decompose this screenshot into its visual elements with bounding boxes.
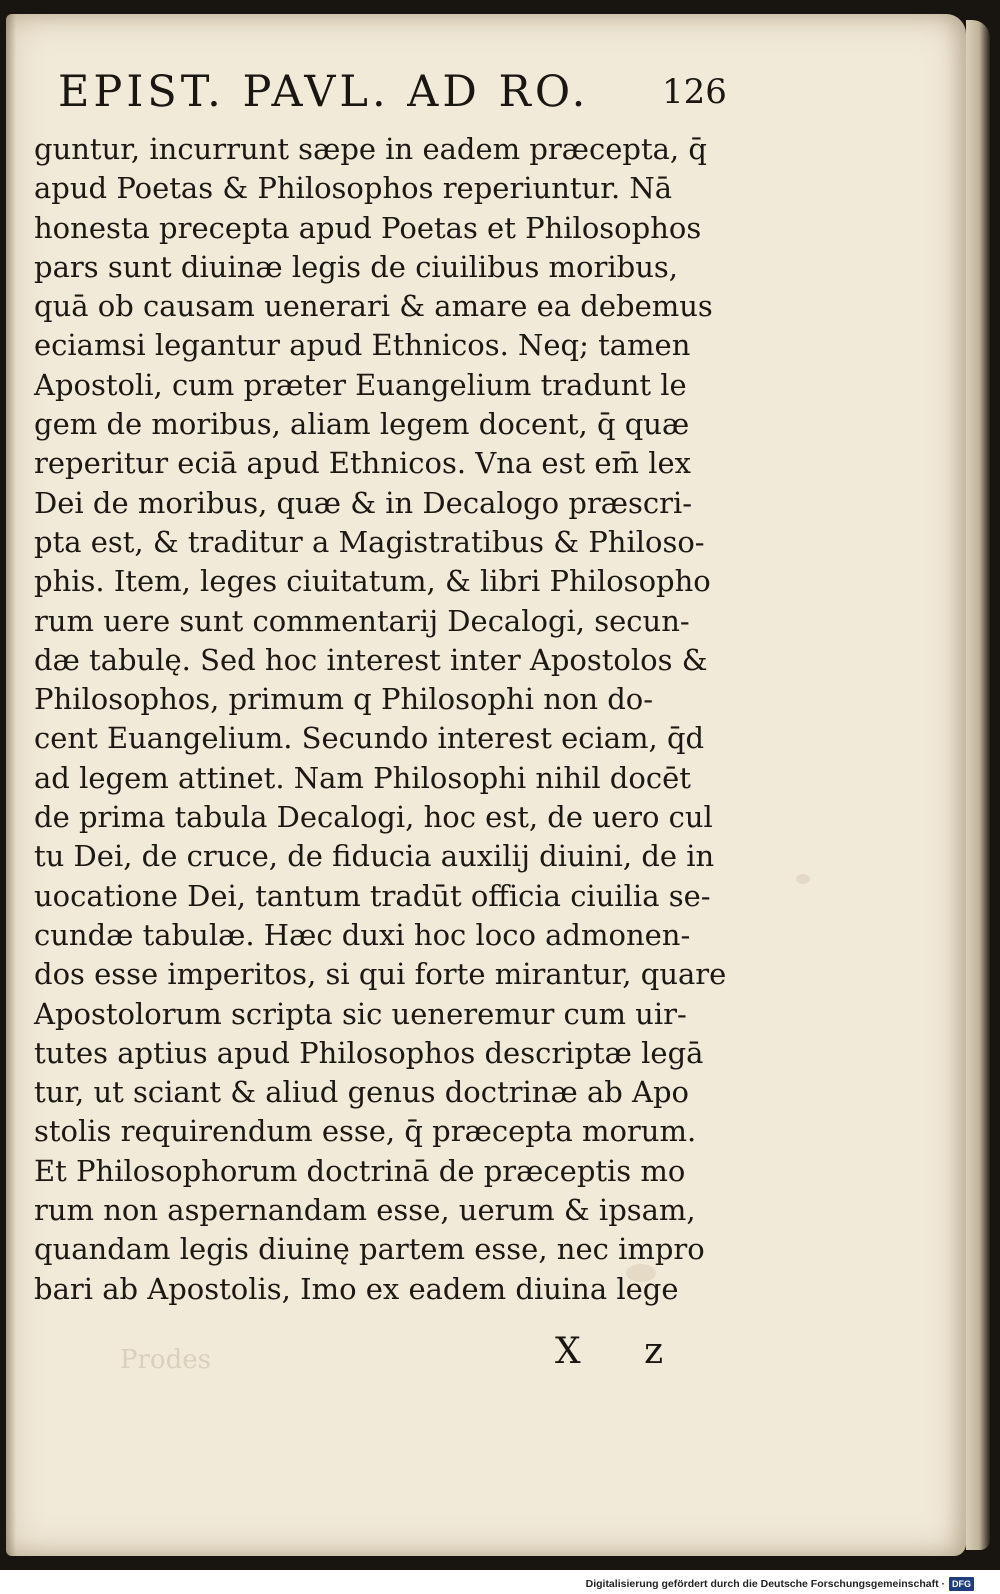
text-line: cundæ tabulæ. Hæc duxi hoc loco admonen- bbox=[34, 917, 691, 952]
footer-credit: Digitalisierung gefördert durch die Deutsche Forschungsgemeinschaft · bbox=[585, 1577, 945, 1590]
signature-mark: X z bbox=[555, 1331, 690, 1372]
text-line: stolis requirendum esse, q̄ præcepta morum. bbox=[34, 1114, 697, 1149]
text-line: tur, ut sciant & aliud genus doctrinæ ab Apo bbox=[34, 1075, 689, 1110]
text-line: eciamsi legantur apud Ethnicos. Neq; tamen bbox=[34, 328, 691, 363]
text-line: dos esse imperitos, si qui forte mirantur, quare bbox=[34, 957, 727, 992]
text-line: apud Poetas & Philosophos reperiuntur. Nā bbox=[34, 171, 673, 206]
paper-stain bbox=[796, 874, 810, 884]
text-line: rum non aspernandam esse, uerum & ipsam, bbox=[34, 1193, 696, 1228]
text-line: uocatione Dei, tantum tradūt officia ciuilia se- bbox=[34, 878, 711, 913]
text-line: de prima tabula Decalogi, hoc est, de uero cul bbox=[34, 800, 713, 835]
text-line: ad legem attinet. Nam Philosophi nihil docēt bbox=[34, 760, 691, 795]
text-line: quā ob causam uenerari & amare ea debemus bbox=[34, 289, 713, 324]
text-line: pars sunt diuinæ legis de ciuilibus moribus, bbox=[34, 249, 678, 284]
running-head: EPIST. PAVL. AD RO. bbox=[58, 67, 590, 117]
folio-number: 126 bbox=[662, 72, 727, 112]
text-line: honesta precepta apud Poetas et Philosophos bbox=[34, 210, 702, 245]
text-line: bari ab Apostolis, Imo ex eadem diuina lege bbox=[34, 1271, 679, 1306]
text-line: phis. Item, leges ciuitatum, & libri Philosopho bbox=[34, 564, 711, 599]
text-line: Philosophos, primum q Philosophi non do- bbox=[34, 682, 654, 717]
text-line: tutes aptius apud Philosophos descriptæ legā bbox=[34, 1035, 704, 1070]
text-line: guntur, incurrunt sæpe in eadem præcepta, q̄ bbox=[34, 132, 707, 166]
dfg-logo: DFG bbox=[949, 1577, 974, 1591]
text-line: Dei de moribus, quæ & in Decalogo præscri- bbox=[34, 485, 693, 520]
text-line: Et Philosophorum doctrinā de præceptis mo bbox=[34, 1153, 686, 1188]
text-line: pta est, & traditur a Magistratibus & Philoso- bbox=[34, 524, 705, 559]
text-line: quandam legis diuinę partem esse, nec impro bbox=[34, 1232, 705, 1267]
text-line: Apostoli, cum præter Euangelium tradunt le bbox=[34, 367, 687, 402]
page-edge bbox=[966, 20, 990, 1550]
text-line: cent Euangelium. Secundo interest eciam, q̄d bbox=[34, 721, 705, 756]
text-line: Apostolorum scripta sic ueneremur cum uir- bbox=[34, 996, 687, 1031]
text-line: gem de moribus, aliam legem docent, q̄ quæ bbox=[34, 407, 690, 442]
text-line: rum uere sunt commentarij Decalogi, secun- bbox=[34, 603, 690, 638]
text-line: reperitur eciā apud Ethnicos. Vna est em̄ lex bbox=[34, 446, 691, 481]
body-text bbox=[34, 130, 764, 1309]
show-through-text: Prodes bbox=[120, 1345, 211, 1375]
footer bbox=[586, 1575, 974, 1592]
text-line: tu Dei, de cruce, de fiducia auxilij diuini, de in bbox=[34, 839, 715, 874]
text-line: dæ tabulę. Sed hoc interest inter Apostolos & bbox=[34, 642, 708, 677]
